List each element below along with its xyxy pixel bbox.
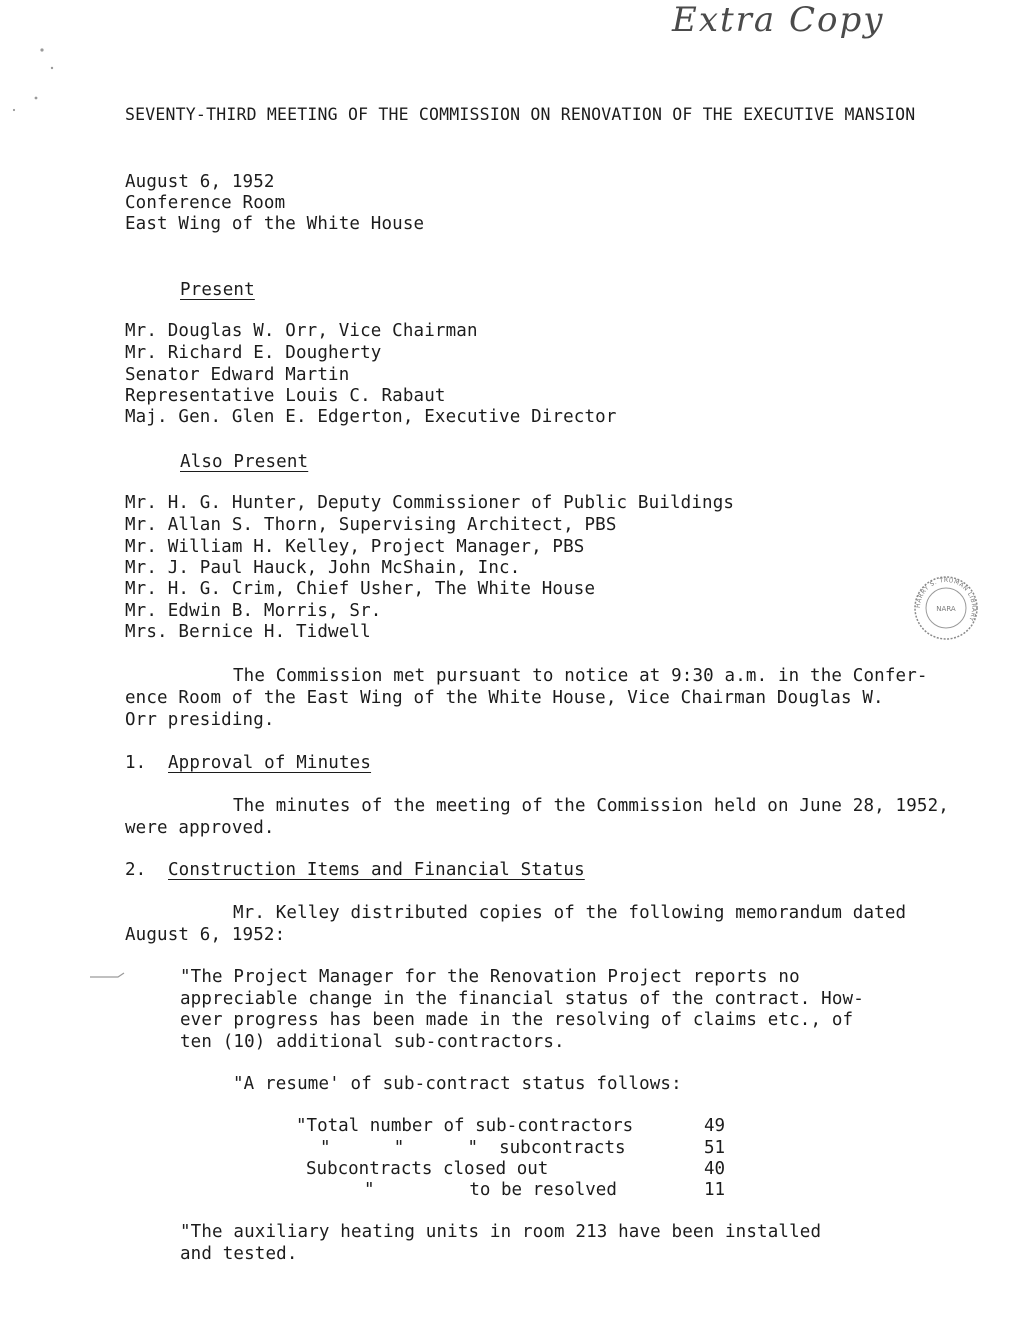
meeting-location: East Wing of the White House: [125, 214, 425, 234]
memo-line: ten (10) additional sub-contractors.: [180, 1032, 565, 1052]
memo-line: appreciable change in the financial status of the contract. How-: [180, 989, 864, 1009]
also-present-member: Mr. H. G. Crim, Chief Usher, The White House: [125, 579, 596, 599]
heating-line: "The auxiliary heating units in room 213 have been installed: [180, 1222, 822, 1242]
also-present-member: Mr. Edwin B. Morris, Sr.: [125, 601, 382, 621]
memo-line: "The Project Manager for the Renovation Project reports no: [180, 967, 800, 987]
section-1-number: 1.: [125, 753, 147, 773]
present-member: Mr. Richard E. Dougherty: [125, 343, 382, 363]
section-2-intro-line: August 6, 1952:: [125, 925, 286, 945]
also-present-member: Mr. Allan S. Thorn, Supervising Architect, PBS: [125, 515, 617, 535]
status-row-value: 51: [704, 1138, 726, 1158]
intro-line: ence Room of the East Wing of the White House, Vice Chairman Douglas W.: [125, 688, 884, 708]
status-row-label: " " " subcontracts: [320, 1138, 626, 1158]
handwritten-note: Extra Copy: [672, 0, 885, 40]
status-row-label: "Total number of sub-contractors: [296, 1116, 634, 1136]
section-2-heading: Construction Items and Financial Status: [168, 860, 585, 880]
seal-ring-text: HARRY S. TRUMAN LIBRARY: [914, 576, 978, 623]
present-heading: Present: [180, 280, 255, 300]
resume-line: "A resume' of sub-contract status follows:: [233, 1074, 682, 1094]
status-row-label: Subcontracts closed out: [306, 1159, 549, 1179]
also-present-member: Mr. H. G. Hunter, Deputy Commissioner of Public Buildings: [125, 493, 735, 513]
section-1-line: The minutes of the meeting of the Commission held on June 28, 1952,: [233, 796, 949, 816]
present-member: Maj. Gen. Glen E. Edgerton, Executive Director: [125, 407, 617, 427]
intro-line: The Commission met pursuant to notice at 9:30 a.m. in the Confer-: [233, 666, 928, 686]
meeting-date: August 6, 1952: [125, 172, 275, 192]
status-row-value: 11: [704, 1180, 726, 1200]
margin-mark: [88, 967, 130, 985]
heating-line: and tested.: [180, 1244, 298, 1264]
meeting-room: Conference Room: [125, 193, 286, 213]
document-title: SEVENTY-THIRD MEETING OF THE COMMISSION ON RENOVATION OF THE EXECUTIVE MANSION: [125, 105, 916, 124]
intro-line: Orr presiding.: [125, 710, 275, 730]
library-seal-stamp: [912, 574, 980, 642]
svg-text:HARRY S. TRUMAN LIBRARY: [915, 577, 977, 623]
present-member: Mr. Douglas W. Orr, Vice Chairman: [125, 321, 478, 341]
also-present-heading: Also Present: [180, 452, 309, 472]
scan-specks: [6, 40, 66, 120]
section-2-number: 2.: [125, 860, 147, 880]
seal-center-text: NARA: [936, 605, 956, 613]
status-row-label: " to be resolved: [364, 1180, 617, 1200]
memo-line: ever progress has been made in the resolving of claims etc., of: [180, 1010, 854, 1030]
present-member: Senator Edward Martin: [125, 365, 350, 385]
also-present-member: Mr. J. Paul Hauck, John McShain, Inc.: [125, 558, 521, 578]
also-present-member: Mr. William H. Kelley, Project Manager, PBS: [125, 537, 585, 557]
section-1-heading: Approval of Minutes: [168, 753, 372, 773]
status-row-value: 40: [704, 1159, 726, 1179]
status-row-value: 49: [704, 1116, 726, 1136]
section-2-intro-line: Mr. Kelley distributed copies of the following memorandum dated: [233, 903, 907, 923]
present-member: Representative Louis C. Rabaut: [125, 386, 446, 406]
also-present-member: Mrs. Bernice H. Tidwell: [125, 622, 371, 642]
section-1-line: were approved.: [125, 818, 275, 838]
